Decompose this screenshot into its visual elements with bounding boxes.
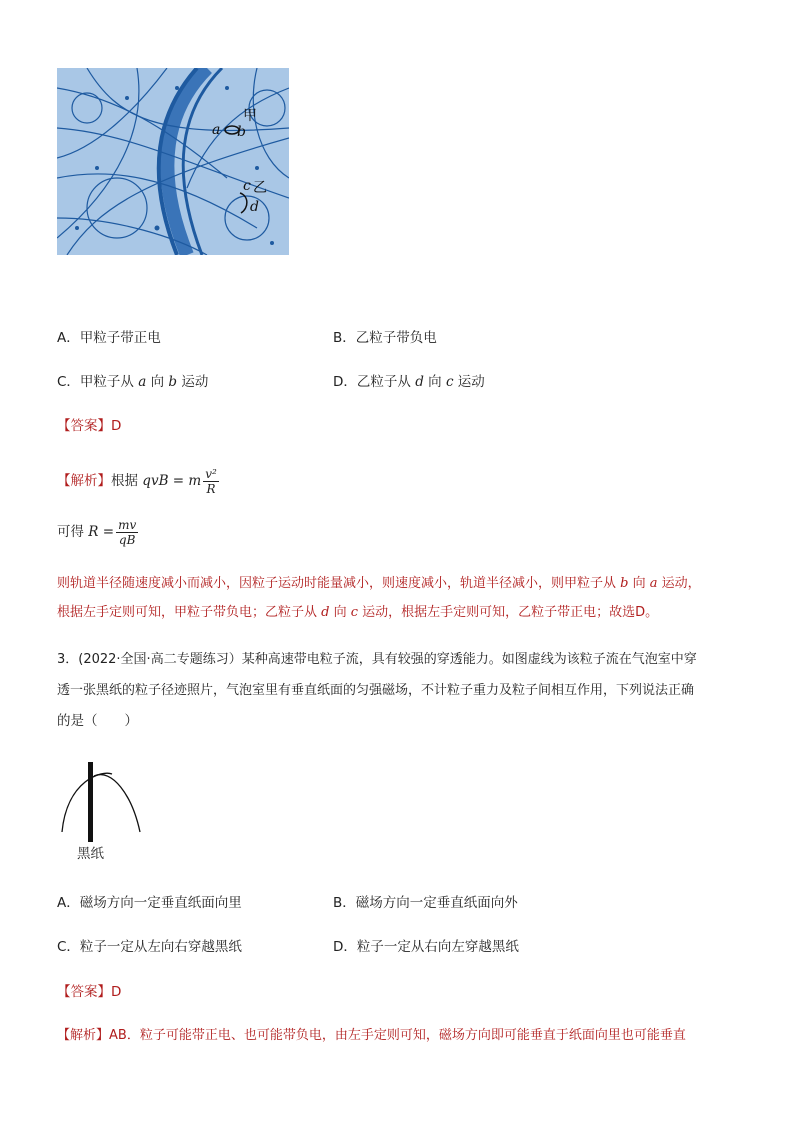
q3-answer-tag: 【答案】 <box>57 984 111 1000</box>
q3-stem-line-1: 3．(2022·全国·高二专题练习）某种高速带电粒子流，具有较强的穿透能力。如图虚线为该粒子流在气泡室中穿 <box>57 652 697 667</box>
trajectory-left-arc <box>62 773 112 832</box>
black-paper-figure <box>57 760 147 870</box>
option-b: B．乙粒子带负电 <box>333 330 437 346</box>
q3-analysis-line: 【解析】AB．粒子可能带正电、也可能带负电，由左手定则可知，磁场方向即可能垂直于纸面向里也可能垂直 <box>57 1028 686 1043</box>
bubble-chamber-image <box>57 68 289 255</box>
trajectory-diagram <box>57 760 147 844</box>
q3-option-a: A．磁场方向一定垂直纸面向里 <box>57 895 242 911</box>
photo-label-d: d <box>250 199 259 215</box>
q3-stem-line-3: 的是（ ） <box>57 713 138 729</box>
trajectory-right-arc <box>94 775 140 832</box>
derive-line: 可得 R = $\frac{mv}{qB}$ <box>57 517 137 547</box>
q3-answer-line <box>57 982 121 1002</box>
figure-label: 黑纸 <box>77 846 104 862</box>
q3-option-c: C．粒子一定从左向右穿越黑纸 <box>57 939 242 955</box>
option-c: C．甲粒子从 a 向 b 运动 <box>57 374 209 390</box>
answer-tag: 【答案】 <box>57 418 111 434</box>
answer-value: D <box>111 418 122 434</box>
q3-stem-line-2: 透一张黑纸的粒子径迹照片，气泡室里有垂直纸面的匀强磁场，不计粒子重力及粒子间相互作用，下列说法正确 <box>57 683 695 698</box>
bubble-chamber-photo <box>57 68 289 255</box>
option-d: D．乙粒子从 d 向 c 运动 <box>333 374 485 390</box>
photo-label-a: a <box>212 122 221 138</box>
q3-option-d: D．粒子一定从右向左穿越黑纸 <box>333 939 519 955</box>
q3-analysis-tag: 【解析】 <box>57 1028 110 1043</box>
formula1-lhs: qvB = m <box>142 473 202 489</box>
photo-label-yi: 乙 <box>253 180 267 196</box>
formula2-fraction: $\frac{mv}{qB}$ <box>118 517 137 547</box>
analysis-tag: 【解析】 <box>57 473 111 489</box>
photo-label-jia: 甲 <box>243 108 257 124</box>
formula1-fraction: $\frac{\text{v²}}{R}$ <box>205 466 217 496</box>
answer-line <box>57 416 121 436</box>
analysis-line: 【解析】根据 qvB = m $\frac{\text{v²}}{R}$ <box>57 466 217 496</box>
photo-label-c: c <box>243 178 251 194</box>
option-a: A．甲粒子带正电 <box>57 330 161 346</box>
photo-label-b: b <box>237 124 246 140</box>
q3-option-b: B．磁场方向一定垂直纸面向外 <box>333 895 518 911</box>
explanation-line-2: 根据左手定则可知，甲粒子带负电；乙粒子从 d 向 c 运动，根据左手定则可知，乙粒子带正电；故选D。 <box>57 605 659 620</box>
q3-answer-value: D <box>111 984 122 1000</box>
explanation-line-1: 则轨道半径随速度减小而减小，因粒子运动时能量减小，则速度减小，轨道半径减小，则甲粒子从 b 向 a 运动， <box>57 576 701 591</box>
formula2-lhs: R = <box>88 524 115 540</box>
black-paper-sheet <box>88 762 93 842</box>
